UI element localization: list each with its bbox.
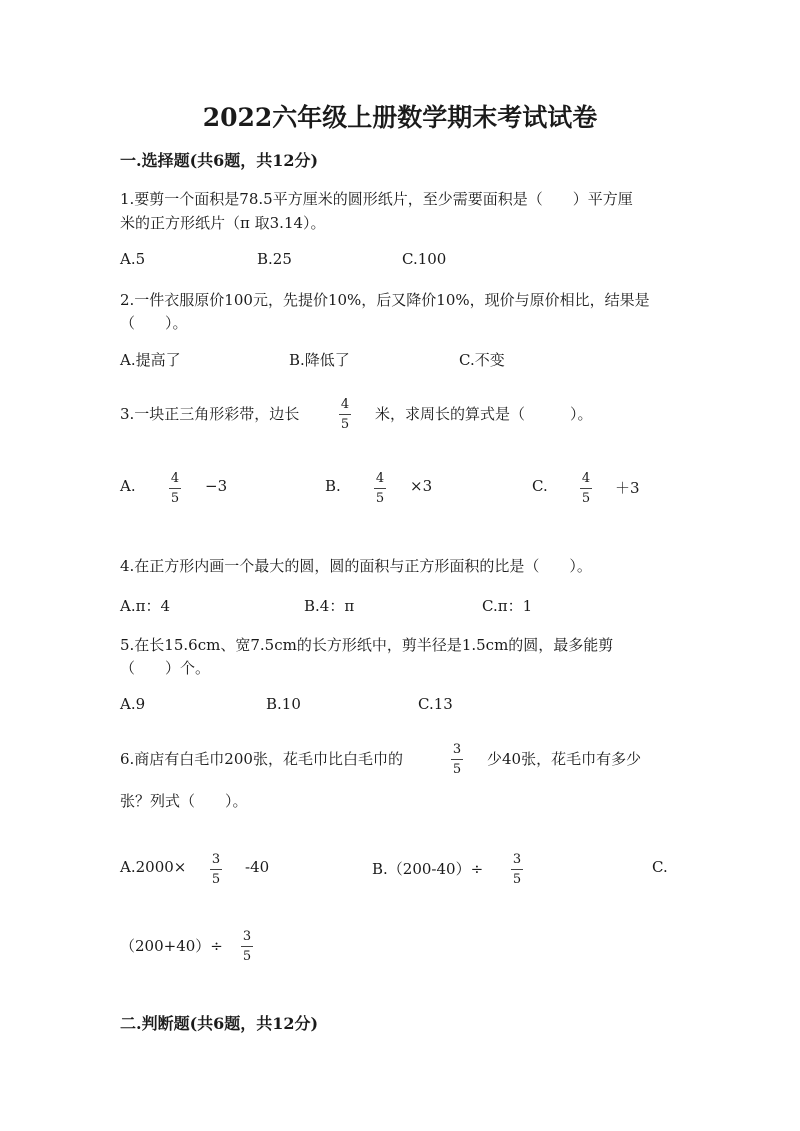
fraction-numerator: 3: [211, 852, 221, 867]
fraction-denominator: 5: [170, 491, 180, 506]
fraction-numerator: 4: [170, 471, 180, 486]
fraction-bar: [241, 946, 253, 947]
fraction-bar: [374, 488, 386, 489]
question-6-fraction: [450, 742, 464, 777]
page-title: 2022六年级上册数学期末考试试卷: [202, 103, 598, 132]
question-3-text-after-fraction: 米，求周长的算式是（ ）。: [375, 405, 593, 423]
question-2-line-2: （ ）。: [120, 314, 188, 332]
question-4-option-b: B.4：π: [304, 597, 355, 615]
question-2-option-c: C.不变: [459, 351, 505, 369]
fraction-numerator: 3: [242, 929, 252, 944]
question-1-line-1: 1.要剪一个面积是78.5平方厘米的圆形纸片，至少需要面积是（ ）平方厘: [120, 190, 633, 208]
question-6-option-c-fraction: [240, 929, 254, 964]
question-3-option-a-label: A.: [120, 477, 136, 495]
fraction-denominator: 5: [340, 417, 350, 432]
question-3-text-before-fraction: 3.一块正三角形彩带，边长: [120, 405, 300, 423]
fraction-denominator: 5: [375, 491, 385, 506]
question-5-option-b: B.10: [266, 695, 301, 713]
fraction-denominator: 5: [242, 949, 252, 964]
fraction-numerator: 3: [452, 742, 462, 757]
question-6-option-b-fraction: [510, 852, 524, 887]
fraction-bar: [169, 488, 181, 489]
question-6-option-c-text: （200+40）÷: [120, 937, 223, 955]
fraction-bar: [511, 869, 523, 870]
question-5-line-1: 5.在长15.6cm、宽7.5cm的长方形纸中，剪半径是1.5cm的圆，最多能剪: [120, 636, 614, 654]
question-6-text-after-fraction: 少40张，花毛巾有多少: [487, 750, 642, 768]
question-1-option-a: A.5: [120, 250, 146, 268]
fraction-bar: [580, 488, 592, 489]
question-3-option-b-operation: ×3: [410, 477, 433, 495]
question-3-option-c-label: C.: [532, 477, 548, 495]
fraction-denominator: 5: [512, 872, 522, 887]
question-2-line-1: 2.一件衣服原价100元，先提价10%，后又降价10%，现价与原价相比，结果是: [120, 291, 650, 309]
question-3-option-b-fraction: [373, 471, 387, 506]
question-1-line-2: 米的正方形纸片（π 取3.14）。: [120, 214, 326, 232]
question-6-option-a-fraction: [209, 852, 223, 887]
fraction-numerator: 3: [512, 852, 522, 867]
question-6-text-before-fraction: 6.商店有白毛巾200张，花毛巾比白毛巾的: [120, 750, 403, 768]
section-heading-choice: 一.选择题(共6题，共12分): [120, 151, 319, 170]
question-6-line-2: 张？列式（ ）。: [120, 792, 248, 810]
section-heading-judgment: 二.判断题(共6题，共12分): [120, 1014, 319, 1033]
question-4-option-c: C.π：1: [482, 597, 533, 615]
fraction-denominator: 5: [211, 872, 221, 887]
fraction-bar: [451, 759, 463, 760]
fraction-denominator: 5: [581, 491, 591, 506]
question-6-option-a-text: A.2000×: [120, 858, 187, 876]
question-6-option-a-operation: -40: [245, 858, 270, 876]
question-3-option-c-operation: ＋3: [615, 479, 640, 497]
fraction-denominator: 5: [452, 762, 462, 777]
question-5-option-a: A.9: [120, 695, 146, 713]
question-3-option-b-label: B.: [325, 477, 341, 495]
fraction-bar: [210, 869, 222, 870]
question-6-option-b-text: B.（200-40）÷: [372, 860, 484, 878]
question-2-option-a: A.提高了: [120, 351, 181, 369]
question-5-option-c: C.13: [418, 695, 453, 713]
fraction-bar: [339, 414, 351, 415]
question-2-option-b: B.降低了: [289, 351, 350, 369]
question-1-option-c: C.100: [402, 250, 447, 268]
question-5-line-2: （ ）个。: [120, 659, 211, 677]
question-1-option-b: B.25: [257, 250, 292, 268]
question-3-option-c-fraction: [579, 471, 593, 506]
fraction-numerator: 4: [581, 471, 591, 486]
fraction-numerator: 4: [340, 397, 350, 412]
question-6-option-c-label: C.: [652, 858, 668, 876]
question-4-line-1: 4.在正方形内画一个最大的圆，圆的面积与正方形面积的比是（ ）。: [120, 557, 592, 575]
question-3-fraction: [338, 397, 352, 432]
question-4-option-a: A.π：4: [120, 597, 171, 615]
question-3-option-a-fraction: [168, 471, 182, 506]
fraction-numerator: 4: [375, 471, 385, 486]
question-3-option-a-operation: −3: [205, 477, 228, 495]
